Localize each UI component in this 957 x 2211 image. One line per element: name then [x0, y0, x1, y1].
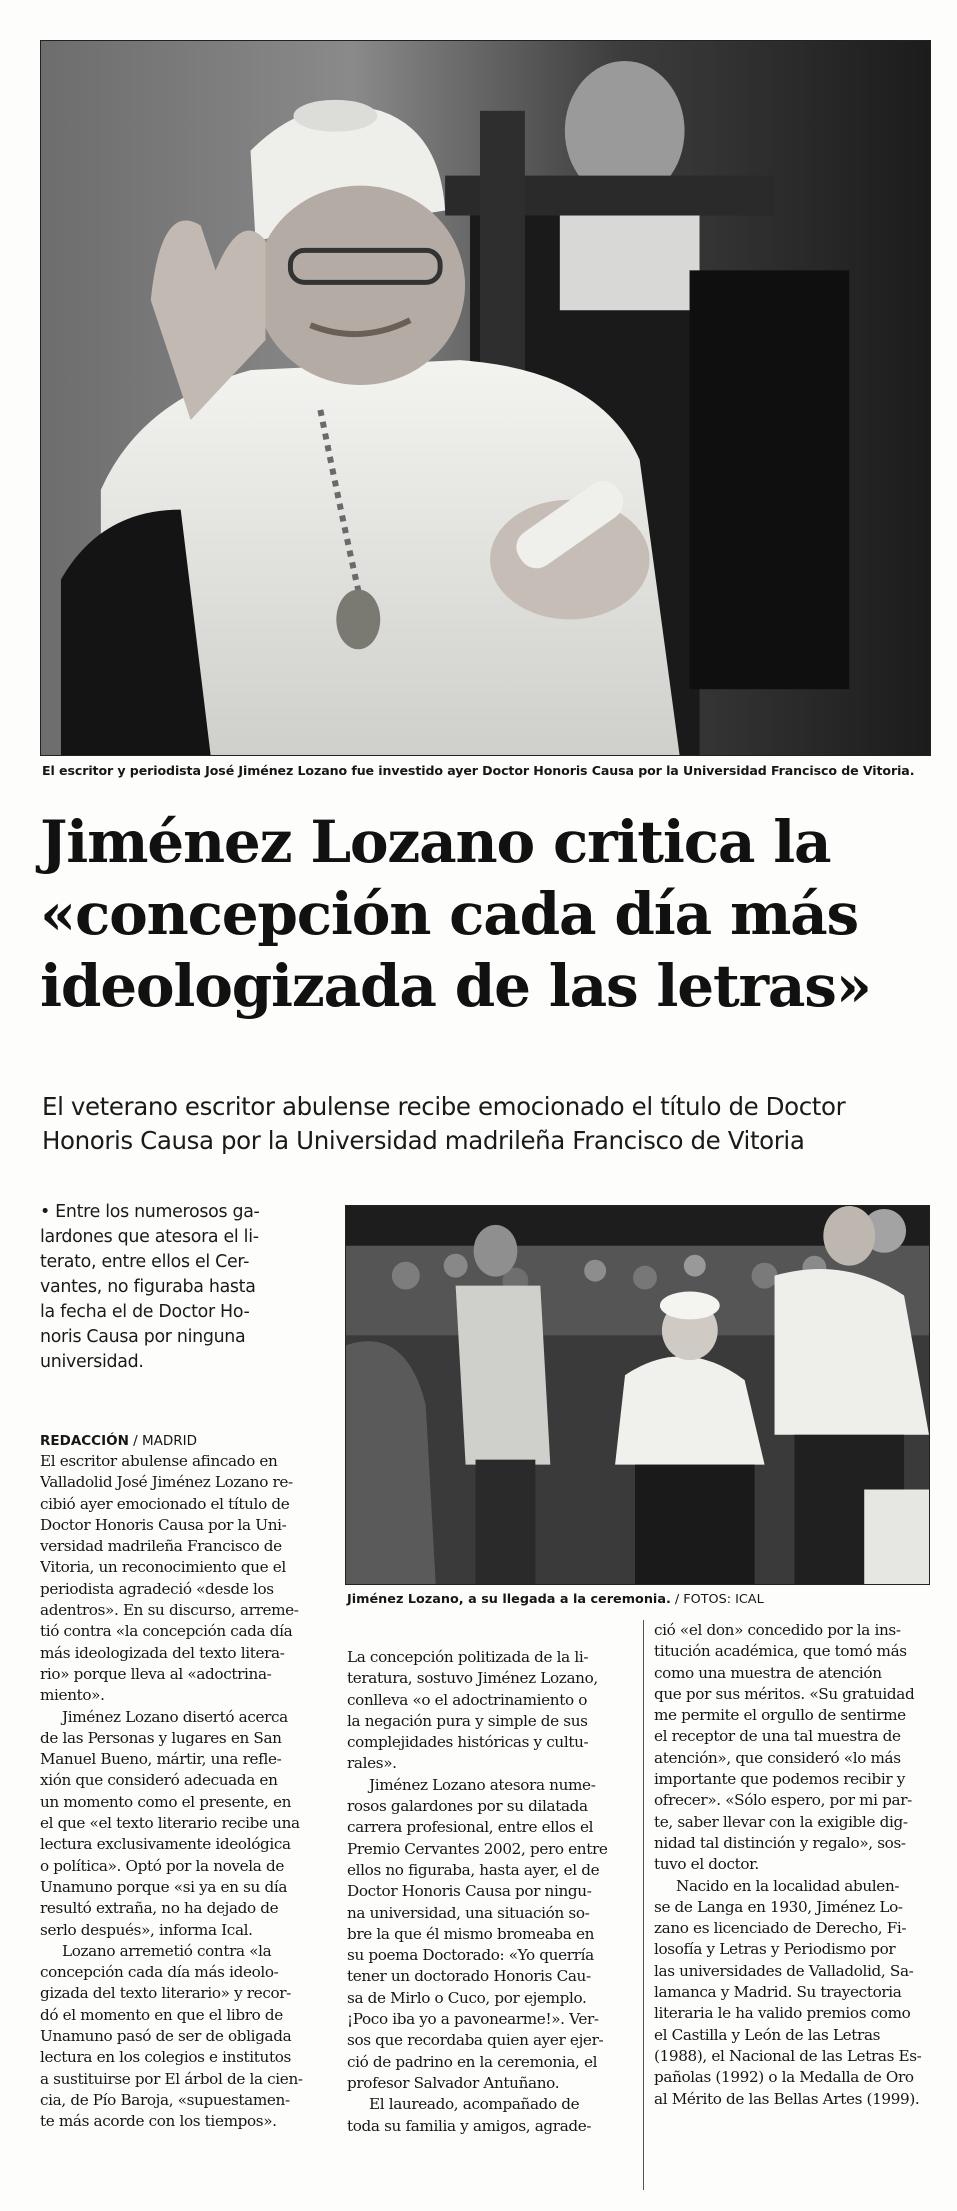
summary-highlight — [40, 1200, 340, 1375]
body-line: a sustituirse por El árbol de la cien- — [40, 2069, 303, 2088]
summary-line: noris Causa por ninguna — [40, 1327, 246, 1347]
photo-investiture-scene — [41, 41, 930, 755]
body-line: toda su familia y amigos, agrade- — [347, 2116, 592, 2135]
body-line: Unamuno porque «si ya en su día — [40, 1877, 288, 1896]
body-line: se de Langa en 1930, Jiménez Lo- — [654, 1897, 903, 1916]
body-line: sos que recordaba quien ayer ejer- — [347, 2031, 604, 2050]
subheadline — [42, 1090, 932, 1158]
headline-line: «concepción cada día más — [40, 880, 858, 948]
body-line: teratura, sostuvo Jiménez Lozano, — [347, 1669, 598, 1688]
byline-location: / MADRID — [128, 1433, 198, 1449]
body-line: Unamuno pasó de ser de obligada — [40, 2027, 292, 2046]
body-line: miento». — [40, 1686, 105, 1705]
body-line: tuvo el doctor. — [654, 1855, 759, 1874]
byline-agency: REDACCIÓN — [40, 1433, 129, 1449]
body-line: ció «el don» concedido por la ins- — [654, 1621, 901, 1639]
body-line: ellos no figuraba, hasta ayer, el de — [347, 1860, 600, 1879]
body-line: Nacido en la localidad abulen- — [676, 1876, 900, 1895]
body-line: titución académica, que tomó más — [654, 1642, 907, 1661]
photo-ceremony-arrival — [346, 1206, 929, 1584]
body-line: Doctor Honoris Causa por ningu- — [347, 1882, 592, 1901]
body-line: ¡Poco iba yo a pavonearme!». Ver- — [347, 2010, 599, 2029]
body-line: El laureado, acompañado de — [369, 2095, 580, 2114]
body-line: nidad tal distinción y regalo», sos- — [654, 1833, 906, 1852]
body-line: lamanca y Madrid. Su trayectoria — [654, 1983, 902, 2002]
body-line: importante que podemos recibir y — [654, 1770, 905, 1789]
body-column-2 — [347, 1647, 637, 2137]
subheadline-line: Honoris Causa por la Universidad madrileña Francisco de Vitoria — [42, 1126, 805, 1155]
summary-line: la fecha el de Doctor Ho- — [40, 1302, 250, 1322]
summary-line: universidad. — [40, 1352, 144, 1372]
column-divider — [643, 1620, 644, 2190]
body-line: de las Personas y lugares en San — [40, 1728, 282, 1747]
photo-credit: / FOTOS: ICAL — [670, 1592, 764, 1607]
body-line: na universidad, una situación so- — [347, 1903, 590, 1922]
body-column-3 — [654, 1620, 934, 2110]
secondary-photo-caption — [347, 1592, 764, 1607]
body-line: que por sus méritos. «Su gratuidad — [654, 1684, 915, 1703]
body-line: cia, de Pío Baroja, «supuestamen- — [40, 2090, 290, 2109]
body-line: me permite el orgullo de sentirme — [654, 1706, 906, 1725]
body-line: ofrecer». «Sólo espero, por mi par- — [654, 1791, 912, 1810]
body-line: Valladolid José Jiménez Lozano re- — [40, 1473, 293, 1492]
body-line: sa de Mirlo o Cuco, por ejemplo. — [347, 1988, 587, 2007]
body-line: resultó extraña, no ha dejado de — [40, 1899, 279, 1918]
body-line: el Castilla y León de las Letras — [654, 2025, 881, 2044]
secondary-caption-text: Jiménez Lozano, a su llegada a la ceremonia. — [347, 1592, 671, 1607]
byline — [40, 1433, 197, 1449]
body-line: conlleva «o el adoctrinamiento o — [347, 1690, 588, 1709]
body-line: serlo después», informa Ical. — [40, 1920, 253, 1939]
body-line: La concepción politizada de la li- — [347, 1648, 589, 1666]
body-column-1 — [40, 1451, 336, 2133]
body-line: periodista agradeció «desde los — [40, 1579, 274, 1598]
body-line: concepción cada día más ideolo- — [40, 1963, 279, 1982]
body-line: lectura exclusivamente ideológica — [40, 1835, 291, 1854]
body-line: adentros». En su discurso, arreme- — [40, 1601, 299, 1620]
body-line: profesor Salvador Antuñano. — [347, 2073, 560, 2092]
summary-line: lardones que atesora el li- — [40, 1227, 259, 1247]
summary-line: terato, entre ellos el Cer- — [40, 1252, 250, 1272]
body-line: como una muestra de atención — [654, 1663, 882, 1682]
body-line: zano es licenciado de Derecho, Fi- — [654, 1919, 907, 1938]
body-line: te más acorde con los tiempos». — [40, 2112, 277, 2131]
body-line: versidad madrileña Francisco de — [40, 1537, 282, 1556]
body-line: el receptor de una tal muestra de — [654, 1727, 901, 1746]
body-line: el que «el texto literario recibe una — [40, 1814, 300, 1833]
body-line: o política». Optó por la novela de — [40, 1856, 285, 1875]
body-line: Jiménez Lozano atesora nume- — [369, 1775, 596, 1794]
summary-line: vantes, no figuraba hasta — [40, 1277, 256, 1297]
body-line: rosos galardones por su dilatada — [347, 1797, 588, 1816]
headline-line: Jiménez Lozano critica la — [40, 808, 831, 876]
summary-line: • Entre los numerosos ga- — [40, 1202, 260, 1222]
body-line: te, saber llevar con la exigible dig- — [654, 1812, 908, 1831]
headline — [40, 806, 930, 1022]
main-photo — [40, 40, 931, 756]
body-line: Lozano arremetió contra «la — [62, 1941, 272, 1960]
secondary-photo — [345, 1205, 930, 1585]
body-line: rio» porque lleva al «adoctrina- — [40, 1664, 272, 1683]
body-line: El escritor abulense afincado en — [40, 1452, 278, 1470]
body-line: Doctor Honoris Causa por la Uni- — [40, 1515, 287, 1534]
body-line: su poema Doctorado: «Yo querría — [347, 1946, 594, 1965]
body-line: atención», que consideró «lo más — [654, 1748, 901, 1767]
body-line: carrera profesional, entre ellos el — [347, 1818, 594, 1837]
body-line: literaria le ha valido premios como — [654, 2004, 911, 2023]
body-line: xión que consideró adecuada en — [40, 1771, 278, 1790]
body-line: dó el momento en que el libro de — [40, 2005, 283, 2024]
body-line: lectura en los colegios e institutos — [40, 2048, 291, 2067]
headline-line: ideologizada de las letras» — [40, 952, 871, 1020]
body-line: Vitoria, un reconocimiento que el — [40, 1558, 286, 1577]
body-line: tener un doctorado Honoris Cau- — [347, 1967, 591, 1986]
body-line: (1988), el Nacional de las Letras Es- — [654, 2046, 922, 2065]
body-line: Manuel Bueno, mártir, una refle- — [40, 1750, 282, 1769]
body-line: bre la que él mismo bromeaba en — [347, 1924, 595, 1943]
body-line: cibió ayer emocionado el título de — [40, 1494, 290, 1513]
body-line: losofía y Letras y Periodismo por — [654, 1940, 896, 1959]
body-line: la negación pura y simple de sus — [347, 1711, 588, 1730]
body-line: Premio Cervantes 2002, pero entre — [347, 1839, 608, 1858]
body-line: un momento como el presente, en — [40, 1792, 292, 1811]
body-line: complejidades históricas y cultu- — [347, 1733, 589, 1752]
body-line: al Mérito de las Bellas Artes (1999). — [654, 2089, 920, 2108]
subheadline-line: El veterano escritor abulense recibe emocionado el título de Doctor — [42, 1092, 846, 1121]
body-line: más ideologizada del texto litera- — [40, 1643, 285, 1662]
body-line: pañolas (1992) o la Medalla de Oro — [654, 2068, 914, 2087]
photo-caption: El escritor y periodista José Jiménez Lozano fue investido ayer Doctor Honoris Causa por la Universidad Francisco de Vitoria. — [42, 763, 915, 778]
body-line: ció de padrino en la ceremonia, el — [347, 2052, 598, 2071]
body-line: las universidades de Valladolid, Sa- — [654, 1961, 914, 1980]
body-line: gizada del texto literario» y recor- — [40, 1984, 291, 2003]
body-line: Jiménez Lozano disertó acerca — [62, 1707, 288, 1726]
body-line: rales». — [347, 1754, 397, 1773]
body-line: tió contra «la concepción cada día — [40, 1622, 293, 1641]
